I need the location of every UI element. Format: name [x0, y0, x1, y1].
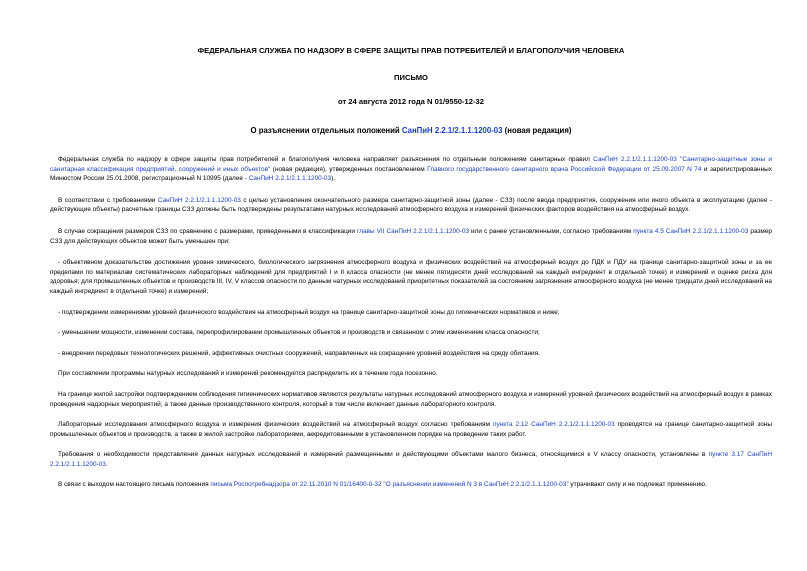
clause-4-5-link[interactable]: пункта 4.5 СанПиН 2.2.1/2.1.1.1200-03 [633, 227, 749, 235]
list-item-capacity: - уменьшении мощности, изменении состава, перепрофилировании промышленных объектов и производств и связанном с этим изменением класса опасности; [58, 329, 540, 337]
sanpin-link[interactable]: СанПиН 2.2.1/2.1.1.1200-03 [157, 196, 241, 204]
paragraph-laboratory [50, 420, 772, 439]
previous-letter-link[interactable]: письма Роспотребнадзора от 22.11.2010 N 01/16400-0-32 "О разъяснении изменений N 3 в СанПиН 2.2.1/2.1.1.1200-03" [210, 481, 569, 489]
paragraph-small-business [50, 450, 772, 469]
chapter-vii-link[interactable]: главы VII СанПиН 2.2.1/2.1.1.1200-03 [357, 227, 470, 235]
paragraph-reduction [50, 227, 772, 246]
document-date-number: от 24 августа 2012 года N 01/9550-12-32 [338, 97, 484, 106]
sanpin-full-title-link[interactable]: СанПиН 2.2.1/2.1.1.1200-03 "Санитарно-защитные зоны и санитарная классификация предприятий, сооружений и иных объектов" [50, 156, 772, 173]
list-item-technology: - внедрении передовых технологических решений, эффективных очистных сооружений, направленных на сокращение уровней воздействия на среду обитания. [58, 349, 540, 357]
clause-3-17-link[interactable]: пункте 3.17 СанПиН 2.2.1/2.1.1.1200-03 [50, 451, 772, 468]
text: Требования о необходимости представления данных натурных исследований и измерений размещенными и действующими объектами малого бизнеса, относящимися к V классу опасности, установлены в [58, 451, 709, 459]
text: Федеральная служба по надзору в сфере защиты прав потребителей и благополучия человека направляет разъяснения по отдельным положениям санитарных правил [58, 156, 594, 163]
text: В соответствии с требованиями [58, 196, 158, 204]
text: и зарегистрированных Минюстом России 25.01.2008, регистрационный N 10995 (далее - [50, 165, 772, 183]
list-item-evidence: - объективном доказательстве достижения уровня химического, биологического загрязнения атмосферного воздуха и физических воздействий на атмосферный воздух до ПДК и ПДУ на границе санитарно-защитной зоны и за ее пределами по материалам систематических лабораторных наблюдений для предприятий I и II класса опасности (не менее пятидесяти дней исследований на каждый ингредиент в отдельной точке) и измерений и оценке риска для здоровья; для промышленных объектов и производств III, IV, V классов опасности по данным натурных исследований приоритетных показателей за состоянием загрязнения атмосферного воздуха (не менее тридцати дней исследований на каждый ингредиент в отдельной точке) и измерений; [50, 259, 772, 295]
subject-prefix: О разъяснении отдельных положений [250, 126, 402, 135]
paragraph-residential-border: На границе жилой застройки подтверждением соблюдения гигиенических нормативов являются результаты натурных исследований атмосферного воздуха и измерений уровней физических воздействий на атмосферный воздух в рамках проведения надзорных мероприятий; а также данные производственного контроля, который в том числе включает данные лабораторного контроля. [50, 390, 772, 408]
agency-title: ФЕДЕРАЛЬНАЯ СЛУЖБА ПО НАДЗОРУ В СФЕРЕ ЗАЩИТЫ ПРАВ ПОТРЕБИТЕЛЕЙ И БЛАГОПОЛУЧИЯ ЧЕЛОВЕКА [197, 46, 625, 55]
subject-suffix: (новая редакция) [502, 126, 572, 135]
subject-sanpin-link[interactable]: СанПиН 2.2.1/2.1.1.1200-03 [401, 126, 503, 135]
text: В связи с выходом настоящего письма положения [58, 481, 211, 489]
paragraph-intro [50, 155, 772, 184]
resolution-link[interactable]: Главного государственного санитарного врача Российской Федерации от 25.09.2007 N 74 [427, 165, 702, 173]
text: В случае сокращения размеров СЗЗ по сравнению с размерами, приведенными в классификации [58, 227, 357, 235]
list-item-measurements: - подтверждении измерениями уровней физического воздействия на атмосферный воздух на границе санитарно-защитной зоны до гигиенических нормативов и ниже; [58, 308, 560, 316]
paragraph-program: При составлении программы натурных исследований и измерений рекомендуется распределить их в течение года посезонно. [58, 370, 438, 378]
text: проводятся на границе санитарно-защитной зоны промышленных объектов и производств, а также в жилой застройке лабораториями, аккредитованными в установленном порядке на проведение таких работ. [50, 421, 772, 438]
text: (новая редакция), утвержденных постановлением [270, 165, 428, 173]
clause-2-12-link[interactable]: пункта 2.12 СанПиН 2.2.1/2.1.1.1200-03 [492, 421, 615, 429]
sanpin-link[interactable]: СанПиН 2.2.1/2.1.1.1200-03 [248, 175, 332, 183]
paragraph-repeal [50, 480, 772, 490]
text: утрачивают силу и не подлежат применению. [568, 481, 707, 489]
text: или с ранее установленными, согласно требованиям [469, 227, 634, 235]
text: с целью установления окончательного размера санитарно-защитной зоны (далее - СЗЗ) после ввода предприятия, сооружения или иного объекта в эксплуатацию (далее - действующие объекты) расчетные границы СЗЗ должны быть подтверждены результатами натурных исследований атмосферного воздуха и измерений физических факторов воздействия на атмосферный воздух. [50, 196, 773, 214]
document-subject [50, 126, 772, 136]
text: Лабораторные исследования атмосферного воздуха и измерения физических воздействий на атмосферный воздух согласно требованиям [58, 421, 493, 429]
text: . [105, 460, 108, 468]
document-type: ПИСЬМО [394, 73, 428, 82]
document-page [50, 40, 772, 490]
text: размер СЗЗ для действующих объектов может быть уменьшен при: [50, 227, 772, 245]
paragraph-requirements [50, 196, 772, 215]
text: ). [331, 175, 335, 183]
